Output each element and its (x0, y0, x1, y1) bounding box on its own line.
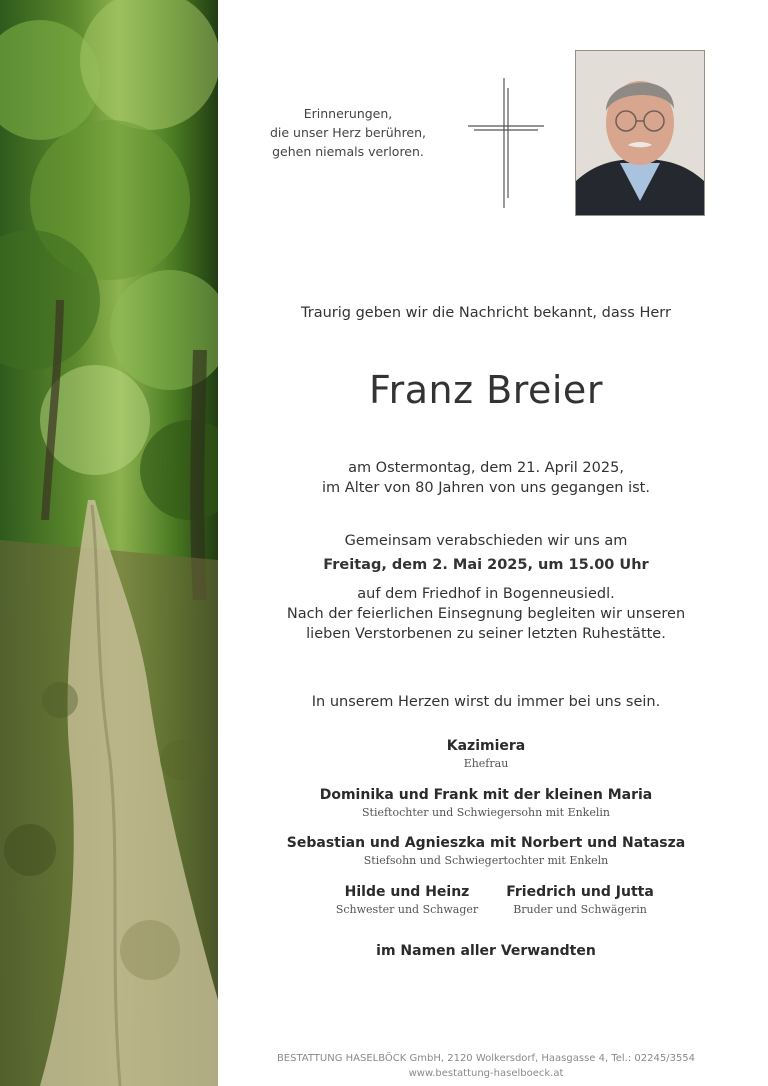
closing-text: im Namen aller Verwandten (376, 943, 596, 959)
verse-line-3: gehen niemals verloren. (272, 144, 424, 159)
memorial-verse (258, 104, 438, 161)
obituary-content (218, 0, 768, 1086)
mourner-relation: Schwester und Schwager (335, 903, 479, 916)
funeral-date: Freitag, dem 2. Mai 2025, um 15.00 Uhr (323, 557, 649, 573)
death-line-1: am Ostermontag, dem 21. April 2025, (348, 460, 624, 476)
death-details (218, 458, 754, 498)
verse-line-1: Erinnerungen, (303, 106, 393, 121)
mourner-name: Hilde und Heinz (344, 884, 470, 900)
mourner-entry (218, 738, 754, 770)
mourner-entry (490, 884, 670, 916)
funeral-home-footer (218, 1051, 754, 1081)
mourner-relation: Bruder und Schwägerin (513, 903, 647, 916)
mourner-name: Dominika und Frank mit der kleinen Maria (319, 787, 653, 803)
funeral-line-1: auf dem Friedhof in Bogenneusiedl. (357, 586, 615, 602)
funeral-line-2: Nach der feierlichen Einsegnung begleiten wir unseren (286, 606, 686, 622)
mourner-name: Sebastian und Agnieszka mit Norbert und Natasza (286, 835, 686, 851)
mourner-relation: Stiefsohn und Schwiegertochter mit Enkeln (363, 854, 609, 867)
mourner-name: Kazimiera (446, 738, 526, 754)
footer-address: BESTATTUNG HASELBÖCK GmbH, 2120 Wolkersdorf, Haasgasse 4, Tel.: 02245/3554 (276, 1053, 696, 1064)
mourner-relation: Ehefrau (463, 757, 509, 770)
mourner-name: Friedrich und Jutta (506, 884, 654, 900)
footer-website[interactable]: www.bestattung-haselboeck.at (408, 1068, 564, 1079)
announcement-text: Traurig geben wir die Nachricht bekannt, dass Herr (301, 305, 671, 321)
funeral-line-3: lieben Verstorbenen zu seiner letzten Ruhestätte. (306, 626, 666, 642)
portrait-photo (575, 50, 705, 216)
cross-icon (468, 78, 544, 212)
motto-text: In unserem Herzen wirst du immer bei uns sein. (311, 694, 661, 710)
forest-path-photo (0, 0, 218, 1086)
funeral-intro: Gemeinsam verabschieden wir uns am (344, 533, 628, 549)
death-line-2: im Alter von 80 Jahren von uns gegangen ist. (322, 480, 650, 496)
mourner-entry (218, 835, 754, 867)
verse-line-2: die unser Herz berühren, (269, 125, 427, 140)
mourner-entry (218, 787, 754, 819)
funeral-details (218, 584, 754, 644)
mourner-entry (322, 884, 492, 916)
deceased-name: Franz Breier (369, 368, 603, 412)
mourner-relation: Stieftochter und Schwiegersohn mit Enkelin (362, 806, 610, 819)
